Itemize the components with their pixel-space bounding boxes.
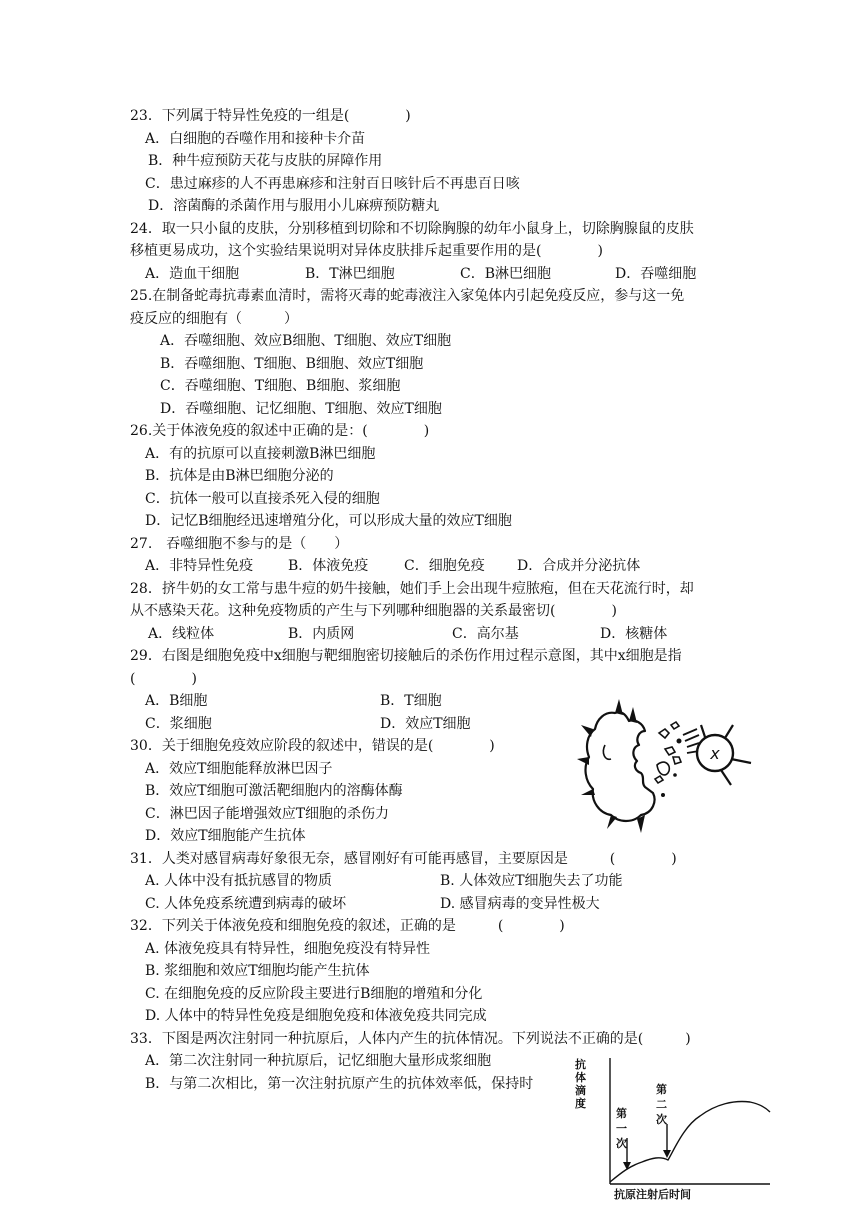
chart-x-axis-label: 抗原注射后时间 [614, 1188, 691, 1201]
q27-option-a: A．非特异性免疫 [145, 558, 254, 574]
q29-stem-line1: 29．右图是细胞免疫中x细胞与靶细胞密切接触后的杀伤作用过程示意图，其中x细胞是指 [130, 648, 682, 664]
q23-stem: 23．下列属于特异性免疫的一组是( ) [130, 108, 411, 124]
effector-cell-label: x [710, 744, 720, 763]
q29-option-a: A．B细胞 [145, 693, 208, 709]
q23-option-c: C．患过麻疹的人不再患麻疹和注射百日咳针后不再患百日咳 [145, 176, 520, 192]
q26-option-d: D．记忆B细胞经迅速增殖分化，可以形成大量的效应T细胞 [145, 513, 512, 529]
q28-option-b: B．内质网 [288, 626, 355, 642]
q29-stem-line2: ( ) [130, 671, 197, 687]
q28-stem-line2: 从不感染天花。这种免疫物质的产生与下列哪种细胞器的关系最密切( ) [130, 603, 617, 619]
q26-option-c: C．抗体一般可以直接杀死入侵的细胞 [145, 491, 380, 507]
q29-option-d: D．效应T细胞 [380, 716, 471, 732]
q23-option-d: D．溶菌酶的杀菌作用与服用小儿麻痹预防糖丸 [148, 198, 440, 214]
q31-option-c: C. 人体免疫系统遭到病毒的破坏 [145, 896, 347, 912]
q24-option-b: B．T淋巴细胞 [305, 266, 395, 282]
q25-option-c: C．吞噬细胞、T细胞、B细胞、浆细胞 [160, 378, 401, 394]
q30-stem: 30．关于细胞免疫效应阶段的叙述中，错误的是( ) [130, 738, 495, 754]
q30-option-a: A．效应T细胞能释放淋巴因子 [145, 761, 333, 777]
q24-stem-line2: 移植更易成功，这个实验结果说明对异体皮肤排斥起重要作用的是( ) [130, 243, 603, 259]
first-injection-label: 第一次 [616, 1107, 627, 1150]
q28-stem-line1: 28．挤牛奶的女工常与患牛痘的奶牛接触，她们手上会出现牛痘脓疱，但在天花流行时，却 [130, 581, 694, 597]
antibody-curve [610, 1102, 770, 1182]
q24-option-c: C．B淋巴细胞 [460, 266, 551, 282]
q26-option-a: A．有的抗原可以直接刺激B淋巴细胞 [145, 446, 376, 462]
q27-option-c: C．细胞免疫 [404, 558, 485, 574]
q24-option-d: D．吞噬细胞 [615, 266, 697, 282]
q23-option-b: B．种牛痘预防天花与皮肤的屏障作用 [148, 153, 383, 169]
second-injection-label: 第二次 [656, 1083, 667, 1126]
q23-option-a: A．白细胞的吞噬作用和接种卡介苗 [145, 131, 366, 147]
q29-option-b: B．T细胞 [380, 693, 442, 709]
q33-option-a: A．第二次注射同一种抗原后，记忆细胞大量形成浆细胞 [145, 1053, 492, 1069]
q26-stem: 26.关于体液免疫的叙述中正确的是：( ) [130, 423, 430, 439]
q28-option-c: C．高尔基 [452, 626, 519, 642]
q29-option-c: C．浆细胞 [145, 716, 212, 732]
q25-stem-line1: 25.在制备蛇毒抗毒素血清时，需将灭毒的蛇毒液注入家兔体内引起免疫反应，参与这一免 [130, 288, 685, 304]
q24-stem-line1: 24．取一只小鼠的皮肤，分别移植到切除和不切除胸腺的幼年小鼠身上，切除胸腺鼠的皮肤 [130, 221, 694, 237]
q27-option-b: B．体液免疫 [288, 558, 369, 574]
q25-option-a: A．吞噬细胞、效应B细胞、T细胞、效应T细胞 [160, 333, 452, 349]
q25-option-b: B．吞噬细胞、T细胞、B细胞、效应T细胞 [160, 356, 424, 372]
q33-option-b: B．与第二次相比，第一次注射抗原产生的抗体效率低，保持时 [145, 1076, 534, 1092]
q25-stem-line2: 疫反应的细胞有（ ） [130, 311, 298, 327]
q30-option-b: B．效应T细胞可激活靶细胞内的溶酶体酶 [145, 783, 403, 799]
q25-option-d: D．吞噬细胞、记忆细胞、T细胞、效应T细胞 [160, 401, 442, 417]
q32-option-b: B. 浆细胞和效应T细胞均能产生抗体 [145, 963, 370, 979]
cell-killing-figure [575, 695, 775, 840]
q28-option-d: D．核糖体 [600, 626, 668, 642]
q31-stem: 31．人类对感冒病毒好象很无奈，感冒刚好有可能再感冒，主要原因是 ( ) [130, 851, 677, 867]
q27-stem: 27. 吞噬细胞不参与的是（ ） [130, 536, 349, 552]
q32-option-d: D. 人体中的特异性免疫是细胞免疫和体液免疫共同完成 [145, 1008, 487, 1024]
q30-option-d: D．效应T细胞能产生抗体 [145, 828, 306, 844]
q27-option-d: D．合成并分泌抗体 [517, 558, 641, 574]
q32-option-c: C. 在细胞免疫的反应阶段主要进行B细胞的增殖和分化 [145, 986, 483, 1002]
q31-option-a: A. 人体中没有抵抗感冒的物质 [145, 873, 333, 889]
antibody-curve-figure [600, 1056, 772, 1188]
q28-option-a: A．线粒体 [148, 626, 215, 642]
q30-option-c: C．淋巴因子能增强效应T细胞的杀伤力 [145, 806, 390, 822]
chart-y-axis-label: 抗体滴度 [575, 1058, 586, 1110]
q31-option-b: B. 人体效应T细胞失去了功能 [440, 873, 623, 889]
q32-option-a: A. 体液免疫具有特异性，细胞免疫没有特异性 [145, 941, 431, 957]
q32-stem: 32．下列关于体液免疫和细胞免疫的叙述，正确的是 ( ) [130, 918, 565, 934]
q24-option-a: A．造血干细胞 [145, 266, 240, 282]
q31-option-d: D. 感冒病毒的变异性极大 [440, 896, 600, 912]
q33-stem: 33．下图是两次注射同一种抗原后，人体内产生的抗体情况。下列说法不正确的是( ) [130, 1031, 691, 1047]
q26-option-b: B．抗体是由B淋巴细胞分泌的 [145, 468, 334, 484]
